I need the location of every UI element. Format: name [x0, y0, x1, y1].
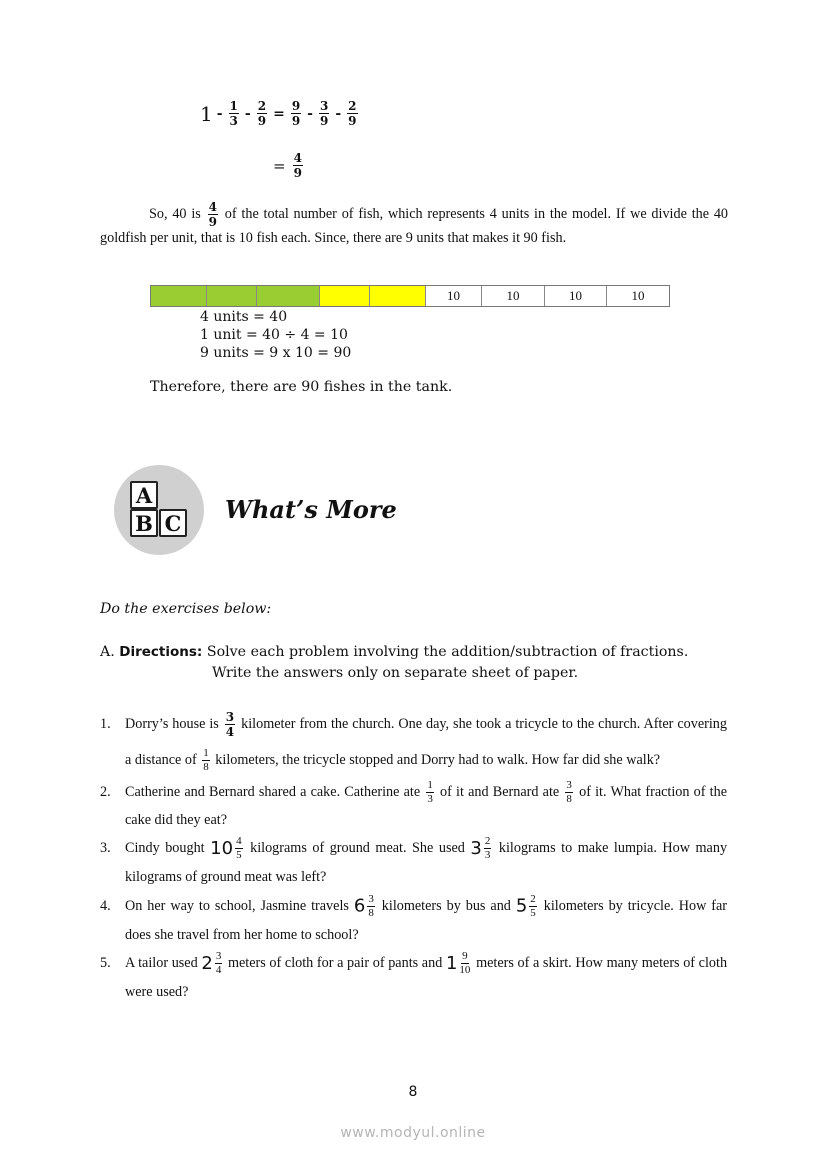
problem-text: Dorry’s house is: [125, 716, 219, 732]
numerator: 2: [348, 99, 357, 113]
directions: [100, 642, 727, 684]
minus-sign: -: [244, 105, 251, 122]
directions-prefix: A.: [100, 644, 115, 660]
bar-model-calculation: [200, 308, 351, 362]
problem-text: meters of cloth for a pair of pants and: [227, 954, 443, 971]
paragraph-text: of the total number of fish, which represents 4 units in the model. If we divide the 40 goldfish per unit, that is 10 fish each. Since, there are 9 units that makes it 90 fish.: [100, 205, 729, 246]
fraction: [291, 100, 301, 127]
denominator: 9: [291, 114, 301, 128]
denominator: 10: [459, 964, 471, 977]
whole-number: 1: [200, 101, 213, 126]
fraction: [293, 152, 303, 179]
bar-model-cell: [257, 286, 320, 306]
paragraph-text: So, 40 is: [149, 205, 201, 222]
fraction: [484, 836, 492, 861]
equals-sign: =: [273, 105, 285, 122]
problem-number: 4.: [100, 898, 111, 915]
fraction: [225, 711, 235, 738]
numerator: 4: [293, 151, 302, 165]
numerator: 9: [291, 99, 301, 113]
denominator: 8: [566, 793, 572, 806]
fraction: [529, 894, 537, 919]
equation-line-1: [200, 100, 360, 127]
problem-item: [100, 706, 727, 778]
bar-model-cell: 10: [545, 286, 607, 306]
denominator: 9: [293, 166, 302, 180]
problem-text: kilometer from the church. One day, she took a tricycle to the church. After covering a distance of: [125, 716, 727, 768]
whole-number: 2: [201, 953, 213, 975]
directions-line-2: Write the answers only on separate sheet of paper.: [212, 665, 579, 681]
denominator: 5: [530, 907, 536, 920]
problem-list: [100, 706, 727, 1007]
directions-label: Directions:: [119, 644, 203, 660]
bar-model-cell: [320, 286, 370, 306]
whole-number: 6: [353, 895, 366, 917]
minus-sign: -: [307, 105, 313, 122]
problem-item: [100, 834, 727, 892]
denominator: 9: [319, 114, 329, 128]
denominator: 8: [368, 907, 374, 920]
problem-text: Cindy bought: [125, 840, 205, 856]
bar-model-cell: [370, 286, 426, 306]
block-b: B: [130, 509, 158, 537]
problem-item: [100, 949, 727, 1007]
denominator: 9: [348, 114, 357, 128]
fraction: [235, 836, 243, 861]
denominator: 5: [236, 849, 242, 862]
denominator: 3: [229, 114, 238, 128]
problem-number: 1.: [100, 716, 111, 732]
fraction: [347, 100, 357, 127]
problem-text: of it and Bernard ate: [440, 784, 560, 800]
numerator: 2: [484, 835, 491, 848]
problem-number: 3.: [100, 840, 111, 856]
directions-line-1: Solve each problem involving the addition/subtraction of fractions.: [206, 644, 689, 660]
numerator: 3: [215, 950, 222, 963]
problem-text: kilometers, the tricycle stopped and Dorry had to walk. How far did she walk?: [215, 752, 661, 768]
fraction: [229, 100, 239, 127]
problem-text: A tailor used: [125, 954, 198, 971]
whole-number: 1: [445, 953, 458, 975]
whole-number: 5: [515, 895, 528, 917]
block-a: A: [130, 481, 158, 509]
equals-sign: =: [273, 156, 286, 175]
denominator: 4: [225, 725, 235, 740]
problem-text: kilometers by bus and: [381, 898, 511, 915]
numerator: 3: [225, 710, 235, 725]
whole-number: 10: [210, 838, 234, 860]
problem-text: Catherine and Bernard shared a cake. Catherine ate: [125, 784, 421, 800]
calc-line: 9 units = 9 x 10 = 90: [200, 345, 352, 361]
problem-text: of it. What fraction of the cake did they eat?: [125, 784, 728, 828]
block-c: C: [159, 509, 187, 537]
bar-model-cell: 10: [482, 286, 545, 306]
denominator: 8: [203, 761, 209, 774]
numerator: 9: [462, 950, 468, 963]
whole-number: 3: [470, 838, 482, 860]
section-title: What’s More: [225, 495, 397, 524]
problem-text: kilometers by tricycle. How far does she travel from her home to school?: [125, 898, 728, 943]
problem-item: [100, 778, 727, 834]
fraction: [367, 894, 375, 919]
fraction: [202, 748, 210, 773]
page-number: 8: [408, 1084, 418, 1100]
numerator: 4: [208, 200, 217, 214]
bar-model-cell: [207, 286, 257, 306]
bar-model-cell: [151, 286, 207, 306]
problem-item: [100, 892, 727, 949]
bar-model-cell: 10: [426, 286, 482, 306]
numerator: 1: [427, 779, 433, 792]
watermark: www.modyul.online: [340, 1125, 486, 1141]
numerator: 2: [530, 893, 536, 906]
numerator: 3: [368, 893, 374, 906]
bar-model-cell: 10: [607, 286, 669, 306]
denominator: 3: [427, 793, 433, 806]
equation-line-2: [273, 152, 305, 179]
denominator: 4: [215, 964, 222, 977]
problem-text: kilograms of ground meat. She used: [250, 840, 465, 856]
explanation-paragraph: [100, 201, 728, 249]
conclusion-text: Therefore, there are 90 fishes in the tank.: [150, 379, 453, 395]
denominator: 9: [257, 114, 267, 128]
calc-line: 1 unit = 40 ÷ 4 = 10: [200, 327, 348, 343]
bar-model: [150, 285, 670, 307]
fraction: [565, 780, 573, 805]
numerator: 1: [229, 99, 238, 113]
calc-line: 4 units = 40: [200, 309, 288, 325]
numerator: 1: [203, 747, 209, 760]
instructions: Do the exercises below:: [100, 601, 272, 617]
denominator: 9: [208, 215, 217, 229]
fraction: [459, 951, 470, 976]
problem-text: meters of a skirt. How many meters of cloth were used?: [125, 954, 728, 1001]
denominator: 3: [484, 849, 491, 862]
problem-number: 5.: [100, 954, 111, 971]
numerator: 3: [319, 99, 329, 113]
numerator: 2: [257, 99, 267, 113]
problem-number: 2.: [100, 784, 111, 800]
problem-text: On her way to school, Jasmine travels: [125, 898, 349, 915]
minus-sign: -: [216, 105, 223, 122]
minus-sign: -: [335, 105, 342, 122]
fraction: [215, 951, 223, 976]
abc-blocks-icon: [114, 465, 204, 555]
fraction: [257, 100, 267, 127]
numerator: 3: [566, 779, 572, 792]
fraction: [426, 780, 434, 805]
problem-text: kilograms to make lumpia. How many kilograms of ground meat was left?: [125, 840, 728, 886]
fraction: [319, 100, 329, 127]
numerator: 4: [236, 835, 242, 848]
fraction: [208, 201, 218, 228]
